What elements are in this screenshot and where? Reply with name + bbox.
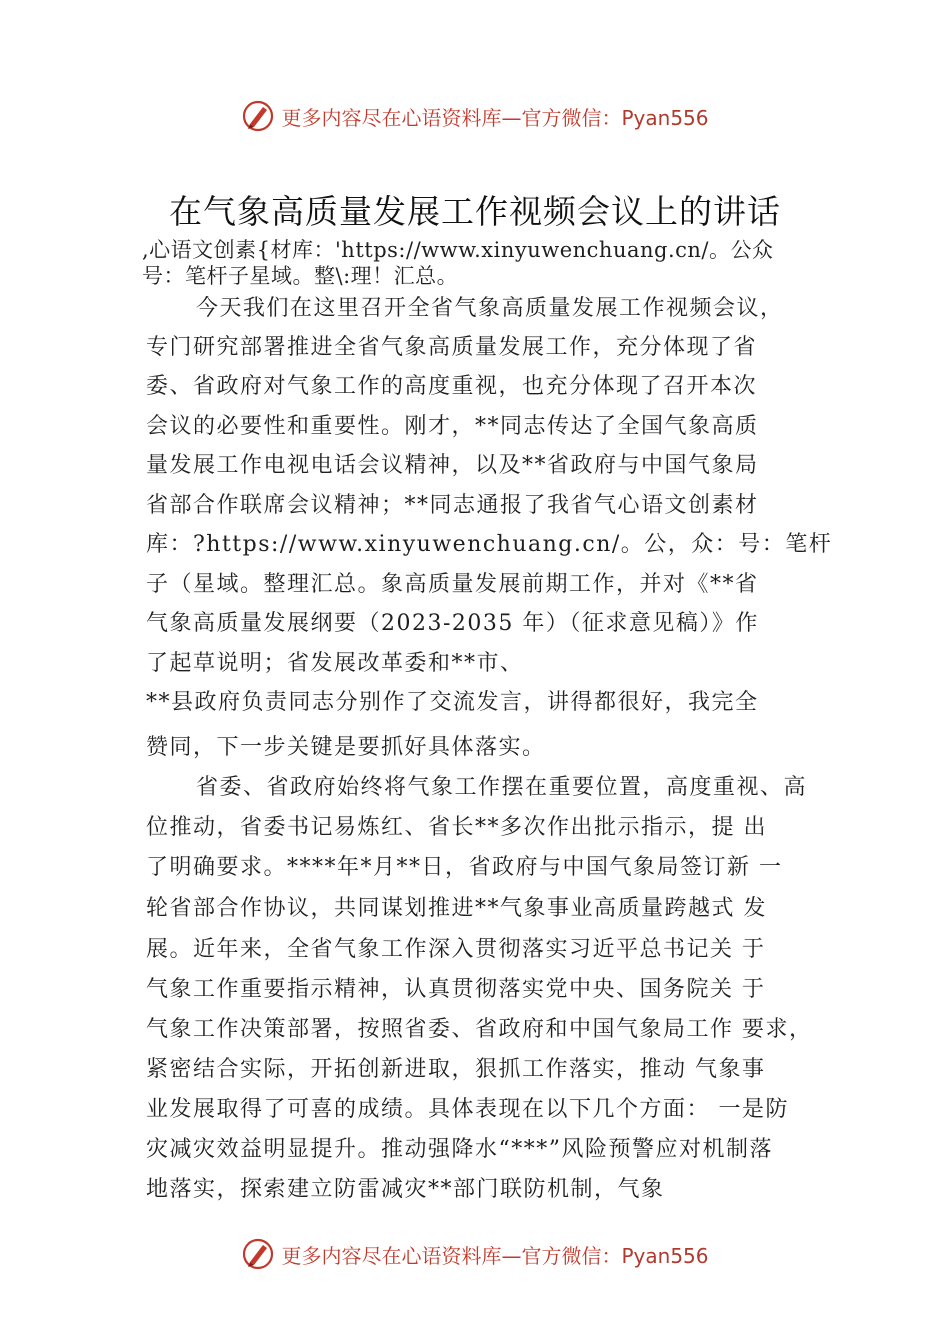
source-line: ,心语文创素{材库：'https://www.xinyuwenchuang.cn/。公众	[142, 238, 774, 262]
paragraph-line: 灾减灾效益明显提升。推动强降水“***”风险预警应对机制落	[146, 1137, 773, 1162]
banner-text: 更多内容尽在心语资料库—官方微信：Pyan556	[281, 1243, 709, 1268]
header-watermark-banner	[0, 96, 950, 136]
paragraph-line: 赞同，下一步关键是要抓好具体落实。	[146, 735, 546, 760]
paragraph-line: 气象工作决策部署，按照省委、省政府和中国气象局工作 要求，	[146, 1017, 813, 1042]
paragraph-line: 会议的必要性和重要性。刚才，**同志传达了全国气象高质	[146, 414, 759, 439]
paragraph-line: 委、省政府对气象工作的高度重视，也充分体现了召开本次	[146, 374, 758, 399]
paragraph-line: 气象工作重要指示精神，认真贯彻落实党中央、国务院关 于	[146, 977, 766, 1002]
paragraph-line: 轮省部合作协议，共同谋划推进**气象事业高质量跨越式 发	[146, 896, 767, 921]
paragraph-line: 库：?https://www.xinyuwenchuang.cn/。公，众：号：笔杆	[146, 532, 833, 557]
pen-circle-icon	[241, 99, 275, 133]
banner-text: 更多内容尽在心语资料库—官方微信：Pyan556	[281, 105, 709, 130]
wechat-handle: Pyan556	[621, 105, 709, 130]
paragraph-line: 紧密结合实际，开拓创新进取，狠抓工作落实，推动 气象事	[146, 1057, 766, 1082]
paragraph-line: 地落实，探索建立防雷减灾**部门联防机制，气象	[146, 1177, 665, 1202]
source-line: 号：笔杆子星域。整\:理！汇总。	[142, 264, 459, 288]
wechat-handle: Pyan556	[621, 1243, 709, 1268]
paragraph-line: 了起草说明；省发展改革委和**市、	[146, 651, 524, 676]
paragraph-line: 专门研究部署推进全省气象高质量发展工作，充分体现了省	[146, 335, 758, 360]
paragraph-line: 气象高质量发展纲要（2023-2035 年）（征求意见稿）》作	[146, 611, 759, 636]
footer-watermark-banner	[0, 1234, 950, 1274]
page-title: 在气象高质量发展工作视频会议上的讲话	[169, 192, 781, 231]
paragraph-line: 展。近年来，全省气象工作深入贯彻落实习近平总书记关 于	[146, 937, 766, 962]
paragraph-line: 量发展工作电视电话会议精神，以及**省政府与中国气象局	[146, 453, 759, 478]
paragraph-line: 业发展取得了可喜的成绩。具体表现在以下几个方面： 一是防	[146, 1097, 789, 1122]
paragraph-line: 省部合作联席会议精神；**同志通报了我省气心语文创素材	[146, 493, 759, 518]
pen-circle-icon	[241, 1237, 275, 1271]
paragraph-line: 今天我们在这里召开全省气象高质量发展工作视频会议，	[196, 296, 784, 321]
paragraph-line: 位推动，省委书记易炼红、省长**多次作出批示指示，提 出	[146, 815, 767, 840]
paragraph-line: 省委、省政府始终将气象工作摆在重要位置，高度重视、高	[196, 775, 808, 800]
paragraph-line: 子（星域。整理汇总。象高质量发展前期工作，并对《**省	[146, 572, 759, 597]
paragraph-line: 了明确要求。****年*月**日，省政府与中国气象局签订新 一	[146, 855, 783, 880]
paragraph-line: **县政府负责同志分别作了交流发言，讲得都很好，我完全	[146, 690, 759, 715]
